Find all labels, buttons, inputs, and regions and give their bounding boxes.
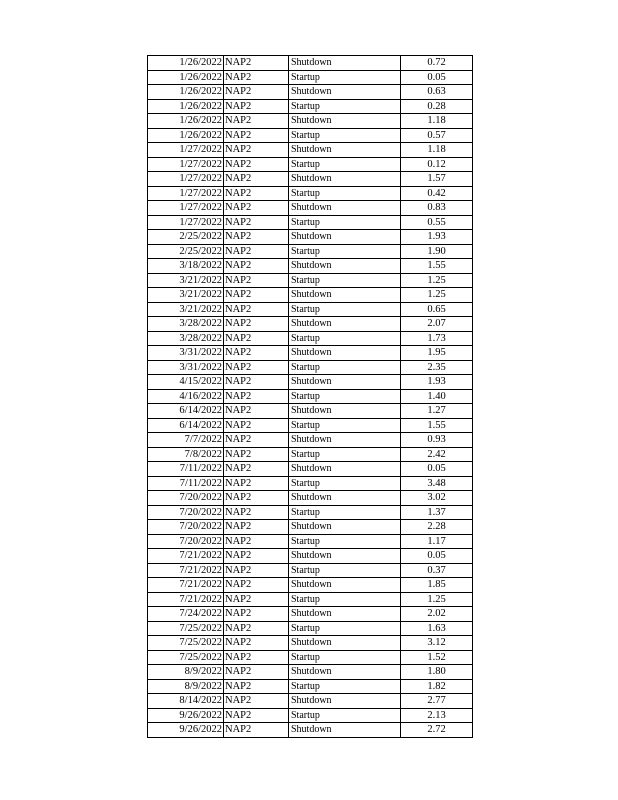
event-type-cell: Startup	[289, 708, 401, 723]
date-cell: 3/28/2022	[148, 331, 224, 346]
event-type-cell: Shutdown	[289, 85, 401, 100]
unit-cell: NAP2	[224, 621, 289, 636]
date-cell: 7/21/2022	[148, 592, 224, 607]
table-row	[148, 360, 473, 375]
date-cell: 1/26/2022	[148, 56, 224, 71]
event-type-cell: Startup	[289, 679, 401, 694]
value-cell: 0.55	[401, 215, 473, 230]
event-type-cell: Startup	[289, 186, 401, 201]
table-row	[148, 215, 473, 230]
date-cell: 7/8/2022	[148, 447, 224, 462]
unit-cell: NAP2	[224, 346, 289, 361]
event-type-cell: Shutdown	[289, 230, 401, 245]
unit-cell: NAP2	[224, 317, 289, 332]
unit-cell: NAP2	[224, 679, 289, 694]
table-row	[148, 114, 473, 129]
event-type-cell: Shutdown	[289, 694, 401, 709]
event-type-cell: Shutdown	[289, 288, 401, 303]
event-type-cell: Startup	[289, 389, 401, 404]
event-type-cell: Startup	[289, 650, 401, 665]
unit-cell: NAP2	[224, 665, 289, 680]
unit-cell: NAP2	[224, 273, 289, 288]
event-type-cell: Shutdown	[289, 607, 401, 622]
table-row	[148, 563, 473, 578]
unit-cell: NAP2	[224, 114, 289, 129]
event-type-cell: Shutdown	[289, 433, 401, 448]
unit-cell: NAP2	[224, 259, 289, 274]
date-cell: 7/24/2022	[148, 607, 224, 622]
unit-cell: NAP2	[224, 215, 289, 230]
date-cell: 7/21/2022	[148, 563, 224, 578]
value-cell: 0.93	[401, 433, 473, 448]
event-type-cell: Shutdown	[289, 114, 401, 129]
table-row	[148, 302, 473, 317]
date-cell: 7/11/2022	[148, 462, 224, 477]
value-cell: 1.95	[401, 346, 473, 361]
table-body	[148, 56, 473, 738]
event-type-cell: Startup	[289, 563, 401, 578]
date-cell: 1/27/2022	[148, 143, 224, 158]
unit-cell: NAP2	[224, 418, 289, 433]
value-cell: 1.18	[401, 143, 473, 158]
unit-cell: NAP2	[224, 288, 289, 303]
unit-cell: NAP2	[224, 375, 289, 390]
value-cell: 0.65	[401, 302, 473, 317]
unit-cell: NAP2	[224, 360, 289, 375]
unit-cell: NAP2	[224, 650, 289, 665]
event-type-cell: Startup	[289, 273, 401, 288]
value-cell: 1.80	[401, 665, 473, 680]
unit-cell: NAP2	[224, 244, 289, 259]
date-cell: 2/25/2022	[148, 230, 224, 245]
value-cell: 1.57	[401, 172, 473, 187]
unit-cell: NAP2	[224, 447, 289, 462]
table-row	[148, 99, 473, 114]
value-cell: 1.55	[401, 259, 473, 274]
unit-cell: NAP2	[224, 462, 289, 477]
value-cell: 3.02	[401, 491, 473, 506]
event-type-cell: Startup	[289, 70, 401, 85]
table-row	[148, 433, 473, 448]
unit-cell: NAP2	[224, 143, 289, 158]
table-row	[148, 694, 473, 709]
value-cell: 0.63	[401, 85, 473, 100]
unit-cell: NAP2	[224, 433, 289, 448]
table-row	[148, 491, 473, 506]
table-row	[148, 621, 473, 636]
table-row	[148, 723, 473, 738]
value-cell: 1.85	[401, 578, 473, 593]
table-row	[148, 259, 473, 274]
event-type-cell: Shutdown	[289, 143, 401, 158]
unit-cell: NAP2	[224, 230, 289, 245]
value-cell: 1.52	[401, 650, 473, 665]
table-row	[148, 186, 473, 201]
unit-cell: NAP2	[224, 99, 289, 114]
value-cell: 1.93	[401, 375, 473, 390]
unit-cell: NAP2	[224, 505, 289, 520]
unit-cell: NAP2	[224, 70, 289, 85]
date-cell: 7/20/2022	[148, 491, 224, 506]
event-type-cell: Shutdown	[289, 462, 401, 477]
event-type-cell: Startup	[289, 157, 401, 172]
date-cell: 8/9/2022	[148, 679, 224, 694]
unit-cell: NAP2	[224, 476, 289, 491]
event-type-cell: Startup	[289, 128, 401, 143]
table-row	[148, 462, 473, 477]
event-type-cell: Startup	[289, 476, 401, 491]
event-data-table	[147, 55, 473, 738]
value-cell: 3.48	[401, 476, 473, 491]
date-cell: 3/31/2022	[148, 360, 224, 375]
value-cell: 0.37	[401, 563, 473, 578]
unit-cell: NAP2	[224, 491, 289, 506]
unit-cell: NAP2	[224, 563, 289, 578]
unit-cell: NAP2	[224, 186, 289, 201]
table-row	[148, 201, 473, 216]
event-type-cell: Shutdown	[289, 346, 401, 361]
unit-cell: NAP2	[224, 723, 289, 738]
table-row	[148, 418, 473, 433]
table-row	[148, 389, 473, 404]
value-cell: 1.82	[401, 679, 473, 694]
unit-cell: NAP2	[224, 389, 289, 404]
event-type-cell: Startup	[289, 331, 401, 346]
table-row	[148, 346, 473, 361]
unit-cell: NAP2	[224, 578, 289, 593]
date-cell: 1/27/2022	[148, 201, 224, 216]
event-type-cell: Shutdown	[289, 201, 401, 216]
date-cell: 3/21/2022	[148, 273, 224, 288]
table-row	[148, 317, 473, 332]
event-type-cell: Startup	[289, 534, 401, 549]
table-row	[148, 157, 473, 172]
event-type-cell: Startup	[289, 99, 401, 114]
unit-cell: NAP2	[224, 708, 289, 723]
date-cell: 1/27/2022	[148, 157, 224, 172]
value-cell: 1.18	[401, 114, 473, 129]
unit-cell: NAP2	[224, 302, 289, 317]
event-type-cell: Shutdown	[289, 636, 401, 651]
unit-cell: NAP2	[224, 534, 289, 549]
table-row	[148, 70, 473, 85]
table-row	[148, 143, 473, 158]
date-cell: 7/7/2022	[148, 433, 224, 448]
event-type-cell: Startup	[289, 447, 401, 462]
date-cell: 9/26/2022	[148, 723, 224, 738]
event-type-cell: Shutdown	[289, 404, 401, 419]
value-cell: 0.05	[401, 549, 473, 564]
value-cell: 1.27	[401, 404, 473, 419]
unit-cell: NAP2	[224, 56, 289, 71]
date-cell: 7/20/2022	[148, 534, 224, 549]
value-cell: 1.37	[401, 505, 473, 520]
value-cell: 0.05	[401, 70, 473, 85]
value-cell: 1.25	[401, 592, 473, 607]
table-row	[148, 273, 473, 288]
value-cell: 1.90	[401, 244, 473, 259]
table-row	[148, 650, 473, 665]
value-cell: 2.72	[401, 723, 473, 738]
value-cell: 0.57	[401, 128, 473, 143]
unit-cell: NAP2	[224, 128, 289, 143]
event-type-cell: Shutdown	[289, 549, 401, 564]
date-cell: 7/11/2022	[148, 476, 224, 491]
date-cell: 3/21/2022	[148, 302, 224, 317]
table-row	[148, 636, 473, 651]
value-cell: 1.93	[401, 230, 473, 245]
value-cell: 2.77	[401, 694, 473, 709]
value-cell: 0.05	[401, 462, 473, 477]
table-row	[148, 476, 473, 491]
value-cell: 0.28	[401, 99, 473, 114]
date-cell: 6/14/2022	[148, 404, 224, 419]
date-cell: 3/31/2022	[148, 346, 224, 361]
event-type-cell: Startup	[289, 215, 401, 230]
event-type-cell: Shutdown	[289, 375, 401, 390]
value-cell: 0.42	[401, 186, 473, 201]
event-type-cell: Startup	[289, 621, 401, 636]
event-type-cell: Startup	[289, 360, 401, 375]
value-cell: 3.12	[401, 636, 473, 651]
date-cell: 3/28/2022	[148, 317, 224, 332]
date-cell: 7/20/2022	[148, 520, 224, 535]
table-row	[148, 375, 473, 390]
date-cell: 1/27/2022	[148, 172, 224, 187]
date-cell: 1/26/2022	[148, 85, 224, 100]
date-cell: 9/26/2022	[148, 708, 224, 723]
unit-cell: NAP2	[224, 331, 289, 346]
table-row	[148, 230, 473, 245]
event-type-cell: Shutdown	[289, 56, 401, 71]
date-cell: 1/26/2022	[148, 99, 224, 114]
date-cell: 2/25/2022	[148, 244, 224, 259]
unit-cell: NAP2	[224, 520, 289, 535]
date-cell: 1/27/2022	[148, 186, 224, 201]
table-row	[148, 404, 473, 419]
date-cell: 1/27/2022	[148, 215, 224, 230]
table-row	[148, 505, 473, 520]
date-cell: 7/25/2022	[148, 621, 224, 636]
value-cell: 1.25	[401, 288, 473, 303]
event-type-cell: Shutdown	[289, 520, 401, 535]
event-type-cell: Shutdown	[289, 723, 401, 738]
date-cell: 8/14/2022	[148, 694, 224, 709]
value-cell: 1.25	[401, 273, 473, 288]
date-cell: 7/21/2022	[148, 549, 224, 564]
table-row	[148, 708, 473, 723]
unit-cell: NAP2	[224, 201, 289, 216]
value-cell: 1.73	[401, 331, 473, 346]
unit-cell: NAP2	[224, 592, 289, 607]
table-row	[148, 665, 473, 680]
value-cell: 2.13	[401, 708, 473, 723]
table-row	[148, 244, 473, 259]
value-cell: 2.28	[401, 520, 473, 535]
date-cell: 1/26/2022	[148, 128, 224, 143]
unit-cell: NAP2	[224, 404, 289, 419]
event-type-cell: Shutdown	[289, 317, 401, 332]
table-row	[148, 607, 473, 622]
date-cell: 4/16/2022	[148, 389, 224, 404]
table-row	[148, 679, 473, 694]
event-type-cell: Shutdown	[289, 491, 401, 506]
event-type-cell: Startup	[289, 418, 401, 433]
event-type-cell: Startup	[289, 244, 401, 259]
value-cell: 1.55	[401, 418, 473, 433]
table-row	[148, 85, 473, 100]
unit-cell: NAP2	[224, 85, 289, 100]
date-cell: 6/14/2022	[148, 418, 224, 433]
event-type-cell: Shutdown	[289, 259, 401, 274]
date-cell: 7/25/2022	[148, 650, 224, 665]
date-cell: 1/26/2022	[148, 114, 224, 129]
value-cell: 2.07	[401, 317, 473, 332]
unit-cell: NAP2	[224, 157, 289, 172]
date-cell: 3/18/2022	[148, 259, 224, 274]
date-cell: 1/26/2022	[148, 70, 224, 85]
unit-cell: NAP2	[224, 694, 289, 709]
table-row	[148, 288, 473, 303]
event-type-cell: Startup	[289, 302, 401, 317]
event-type-cell: Startup	[289, 505, 401, 520]
event-type-cell: Shutdown	[289, 172, 401, 187]
table-row	[148, 578, 473, 593]
table-row	[148, 172, 473, 187]
date-cell: 4/15/2022	[148, 375, 224, 390]
value-cell: 2.02	[401, 607, 473, 622]
date-cell: 7/20/2022	[148, 505, 224, 520]
value-cell: 1.63	[401, 621, 473, 636]
table-row	[148, 549, 473, 564]
table-row	[148, 447, 473, 462]
value-cell: 2.42	[401, 447, 473, 462]
table-row	[148, 128, 473, 143]
unit-cell: NAP2	[224, 607, 289, 622]
table-row	[148, 56, 473, 71]
value-cell: 1.40	[401, 389, 473, 404]
event-type-cell: Shutdown	[289, 578, 401, 593]
value-cell: 2.35	[401, 360, 473, 375]
table-row	[148, 592, 473, 607]
value-cell: 1.17	[401, 534, 473, 549]
table-row	[148, 534, 473, 549]
unit-cell: NAP2	[224, 636, 289, 651]
value-cell: 0.12	[401, 157, 473, 172]
date-cell: 7/21/2022	[148, 578, 224, 593]
date-cell: 3/21/2022	[148, 288, 224, 303]
value-cell: 0.72	[401, 56, 473, 71]
table-row	[148, 331, 473, 346]
unit-cell: NAP2	[224, 172, 289, 187]
event-type-cell: Startup	[289, 592, 401, 607]
date-cell: 7/25/2022	[148, 636, 224, 651]
unit-cell: NAP2	[224, 549, 289, 564]
event-type-cell: Shutdown	[289, 665, 401, 680]
value-cell: 0.83	[401, 201, 473, 216]
table-row	[148, 520, 473, 535]
date-cell: 8/9/2022	[148, 665, 224, 680]
